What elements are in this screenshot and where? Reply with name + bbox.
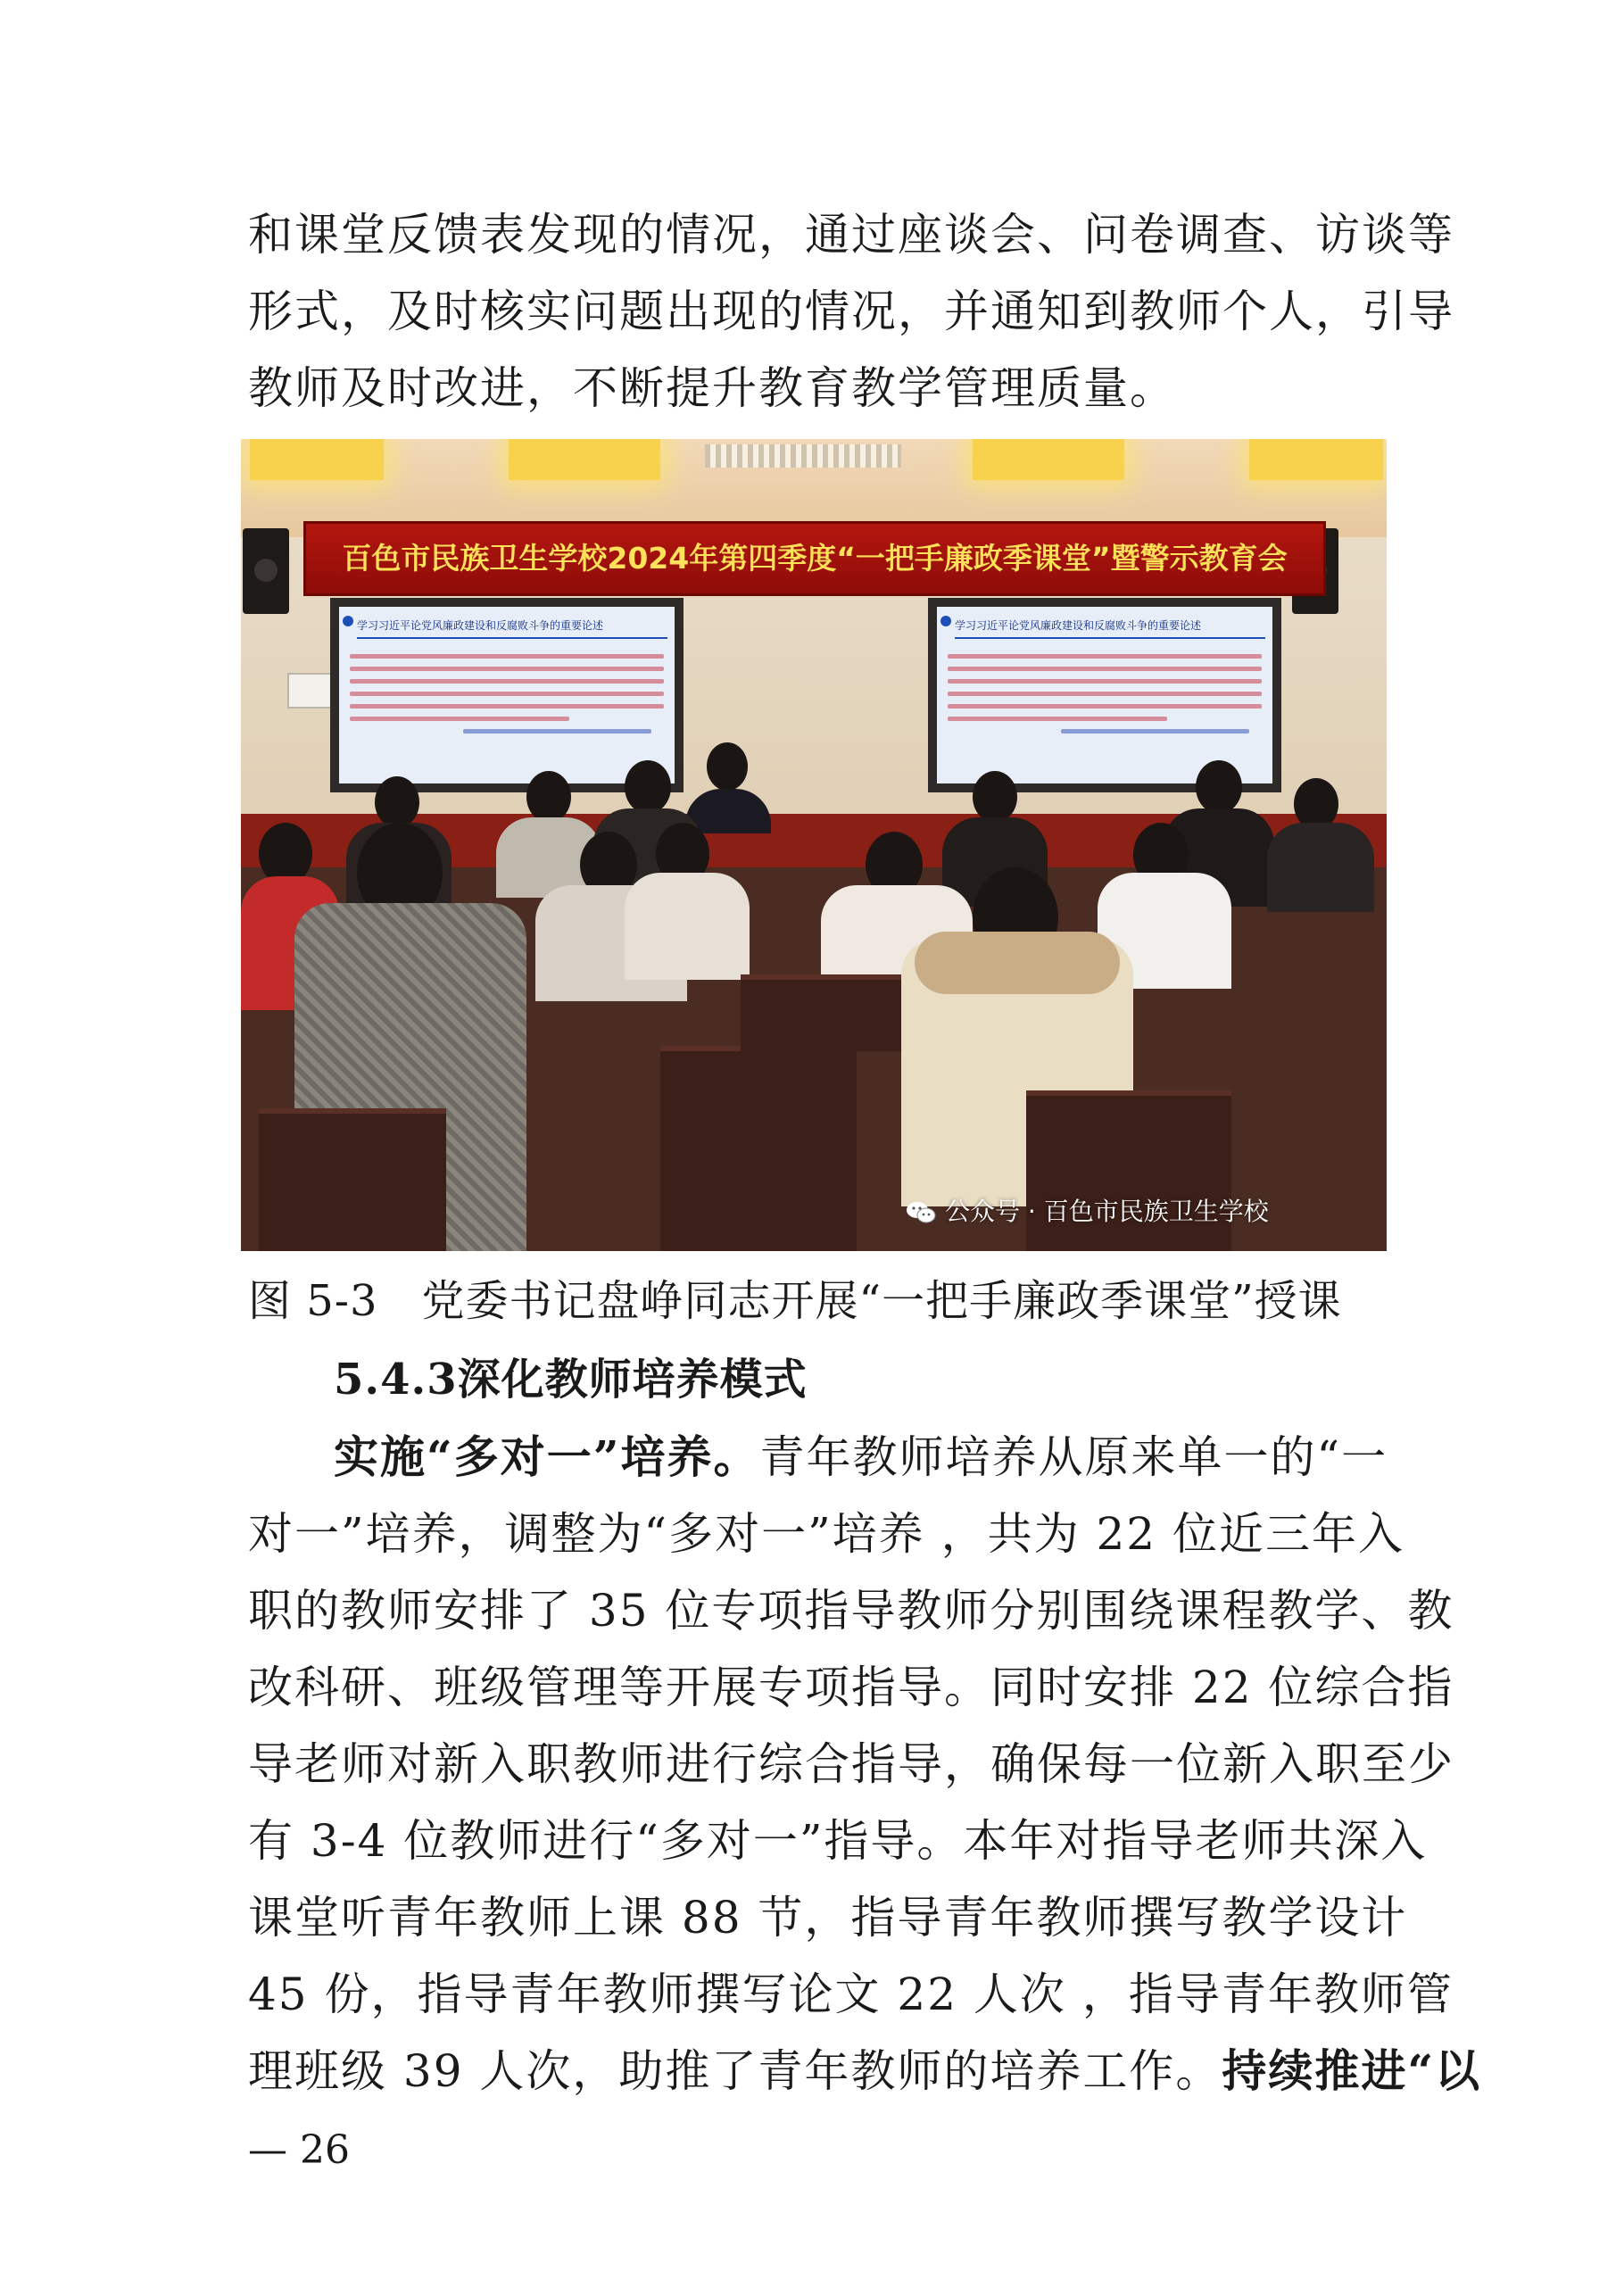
ceiling-light xyxy=(250,439,384,480)
paragraph-line-text: 理班级 39 人次，助推了青年教师的培养工作。 xyxy=(248,2045,1222,2097)
wechat-icon xyxy=(906,1200,936,1225)
paragraph-line: 导老师对新入职教师进行综合指导，确保每一位新入职至少 xyxy=(248,1738,1454,1790)
speaker-icon xyxy=(243,528,289,614)
paragraph-line xyxy=(248,1419,1386,1496)
presenter xyxy=(707,742,748,791)
paragraph-line: 课堂听青年教师上课 88 节，指导青年教师撰写教学设计 xyxy=(248,1892,1408,1944)
chair xyxy=(259,1108,446,1251)
figure-caption: 图 5-3 党委书记盘峥同志开展“一把手廉政季课堂”授课 xyxy=(248,1276,1342,1326)
paragraph-line: 和课堂反馈表发现的情况，通过座谈会、问卷调查、访谈等 xyxy=(248,209,1454,261)
tail-bold-text: 持续推进“以 xyxy=(1222,2044,1482,2097)
section-heading: 5.4.3深化教师培养模式 xyxy=(334,1355,808,1405)
logo-icon xyxy=(940,616,951,626)
ceiling-vent xyxy=(705,444,901,468)
paragraph-line: 对一”培养，调整为“多对一”培养 ，共为 22 位近三年入 xyxy=(248,1508,1404,1560)
page-number: — 26 xyxy=(248,2127,350,2173)
paragraph-line xyxy=(248,2033,1482,2110)
ceiling-light xyxy=(1249,439,1383,480)
paragraph-line: 改科研、班级管理等开展专项指导。同时安排 22 位综合指 xyxy=(248,1662,1454,1713)
chair xyxy=(660,1046,857,1251)
meeting-photo xyxy=(241,439,1387,1251)
paragraph-line-text: 青年教师培养从原来单一的“一 xyxy=(759,1431,1388,1483)
paragraph-line: 职的教师安排了 35 位专项指导教师分别围绕课程教学、教 xyxy=(248,1585,1454,1637)
paragraph-top xyxy=(248,196,1454,427)
banner xyxy=(303,521,1326,596)
screen-title: 学习习近平论党风廉政建设和反腐败斗争的重要论述 xyxy=(955,614,1265,639)
chair xyxy=(741,974,901,1051)
screen-title: 学习习近平论党风廉政建设和反腐败斗争的重要论述 xyxy=(357,614,667,639)
logo-icon xyxy=(343,616,353,626)
paragraph-line: 教师及时改进，不断提升教育教学管理质量。 xyxy=(248,362,1176,414)
projection-screen-left xyxy=(330,598,684,792)
paragraph-line: 有 3-4 位教师进行“多对一”指导。本年对指导老师共深入 xyxy=(248,1815,1428,1867)
ceiling-light xyxy=(509,439,660,480)
watermark xyxy=(906,1189,1370,1235)
paragraph-line: 形式，及时核实问题出现的情况，并通知到教师个人，引导 xyxy=(248,286,1454,337)
lead-bold-text: 实施“多对一”培养。 xyxy=(334,1430,760,1483)
paragraph-main xyxy=(248,1419,1482,2110)
paragraph-line: 45 份，指导青年教师撰写论文 22 人次 ，指导青年教师管 xyxy=(248,1969,1454,2020)
watermark-text: 公众号 · 百色市民族卫生学校 xyxy=(945,1197,1269,1226)
banner-text: 百色市民族卫生学校2024年第四季度“一把手廉政季课堂”暨警示教育会 xyxy=(342,541,1288,576)
ceiling-light xyxy=(973,439,1124,480)
